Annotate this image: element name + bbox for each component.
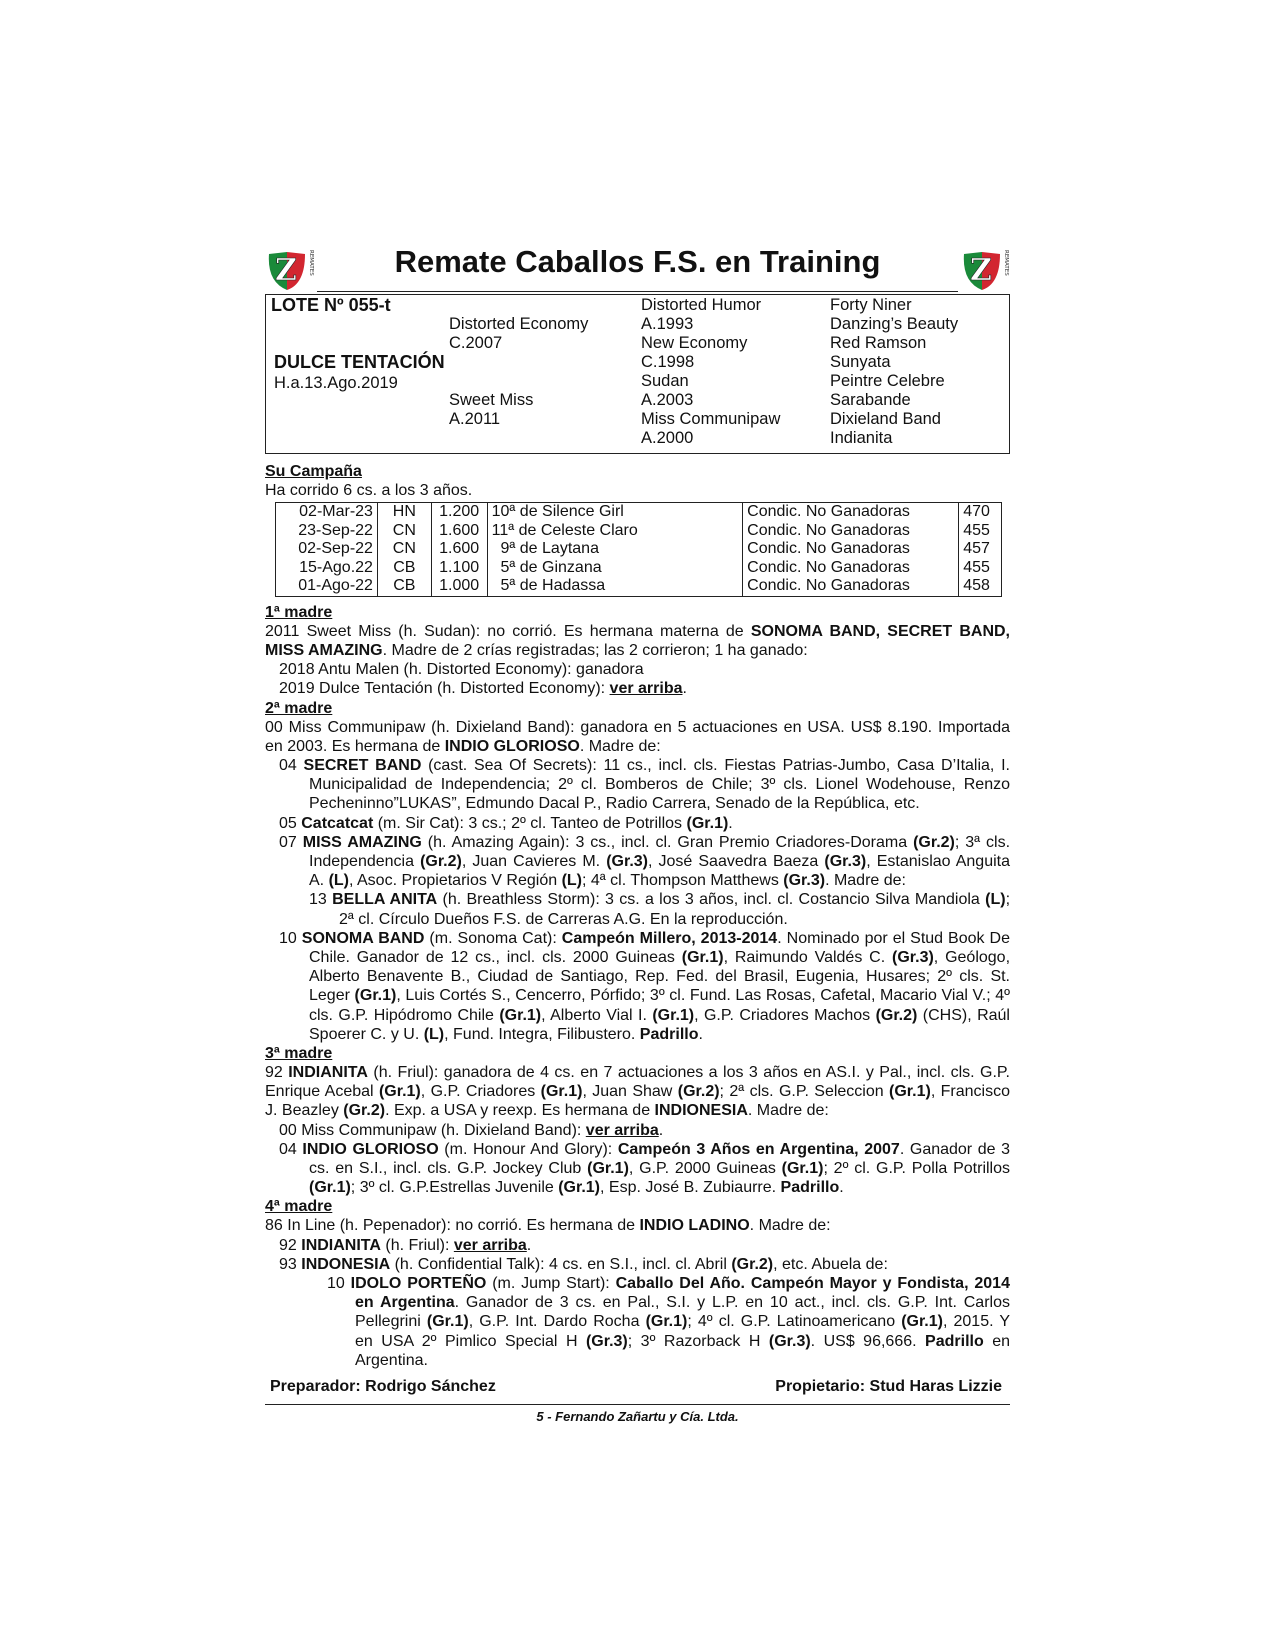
race-condition: Condic. No Ganadoras	[743, 540, 959, 559]
see-above-link[interactable]: ver arriba	[609, 680, 683, 698]
race-distance: 1.100	[431, 559, 487, 578]
race-date: 15-Ago.22	[299, 558, 373, 576]
gen3-entry: A.2003	[641, 391, 694, 409]
race-condition: Condic. No Ganadoras	[743, 577, 959, 596]
second-dam-offspring: 10 SONOMA BAND (m. Sonoma Cat): Campeón Millero, 2013-2014. Nominado por el Stud Book De Chile. Ganador de 12 cs., incl. cls. 2000 Guineas (Gr.1), Raimundo Valdés C. (Gr.3), Geólogo, Alberto Benavente B., Ciudad de Santiago, Rep. Fed. del Brasil, Eugenia, Husares; 2º cls. St. Leger (Gr.1), Luis Cortés S., Cencerro, Pórfido; 3º cl. Fund. Las Rosas, Cafetal, Macario Vial V.; 4º cls. G.P. Hipódromo Chile (Gr.1), Alberto Vial I. (Gr.1), G.P. Criadores Machos (Gr.2) (CHS), Raúl Spoerer C. y U. (L), Fund. Integra, Filibustero. Padrillo.	[279, 929, 1011, 1043]
text-run: 2019 Dulce Tentación (h. Distorted Economy):	[279, 680, 610, 698]
remates-logo-left	[265, 244, 315, 292]
gen3-entry: A.2000	[641, 429, 694, 447]
text-run: . Madre de:	[579, 737, 661, 755]
first-dam-heading: 1ª madre	[265, 603, 333, 621]
race-result: 5ª de Ginzana	[487, 559, 743, 578]
race-track: CN	[377, 522, 431, 541]
gen4-entry: Sunyata	[830, 353, 891, 371]
table-row	[276, 577, 1001, 596]
page-footer: 5 - Fernando Zañartu y Cía. Ltda.	[536, 1409, 739, 1425]
fourth-dam-paragraph: 86 In Line (h. Pepenador): no corrió. Es hermana de INDIO LADINO. Madre de:	[265, 1217, 831, 1235]
gen3-entry: Miss Communipaw	[641, 410, 781, 428]
table-row	[276, 559, 1001, 578]
race-weight: 458	[959, 577, 1001, 596]
race-track: CB	[377, 577, 431, 596]
race-distance: 1.600	[431, 522, 487, 541]
race-track: CB	[377, 559, 431, 578]
pedigree-box	[265, 294, 1010, 454]
race-distance: 1.200	[431, 503, 487, 522]
remates-logo-right	[960, 244, 1010, 292]
catalog-page	[265, 240, 1010, 1424]
dam-year: A.2011	[449, 410, 501, 428]
gen4-entry: Danzing’s Beauty	[830, 315, 959, 333]
race-track: HN	[377, 503, 431, 522]
fourth-dam-offspring: 92 INDIANITA (h. Friul): ver arriba.	[279, 1236, 532, 1254]
second-dam-heading: 2ª madre	[265, 699, 333, 717]
gen4-entry: Red Ramson	[830, 334, 927, 352]
lot-footer	[265, 1378, 1010, 1402]
trainer-label: Preparador: Rodrigo Sánchez	[270, 1378, 496, 1396]
second-dam-offspring: 05 Catcatcat (m. Sir Cat): 3 cs.; 2º cl. Tanteo de Potrillos (Gr.1).	[279, 814, 733, 832]
gen4-entry: Forty Niner	[830, 296, 912, 314]
table-row	[276, 503, 1001, 522]
text-run: 2011 Sweet Miss (h. Sudan): no corrió. Es hermana materna de	[265, 622, 751, 640]
text-run: .	[682, 680, 687, 698]
race-date: 23-Sep-22	[298, 521, 373, 539]
second-dam-offspring: 04 SECRET BAND (cast. Sea Of Secrets): 11 cs., incl. cls. Fiestas Patrias-Jumbo, Casa D’Italia, I. Municipalidad de Independencia; 2º cl. Bomberos de Chile; 3º cls. Lionel Wodehouse, Renzo Pecheninno”LUKAS”, Edmundo Dacal P., Radio Carrera, Senado de la República, etc.	[279, 756, 1010, 813]
race-track: CN	[377, 540, 431, 559]
race-distance: 1.000	[431, 577, 487, 596]
second-dam-offspring: 07 MISS AMAZING (h. Amazing Again): 3 cs., incl. cl. Gran Premio Criadores-Dorama (Gr.2); 3ª cls. Independencia (Gr.2), Juan Cavieres M. (Gr.3), José Saavedra Baeza (Gr.3), Estanislao Anguita A. (L), Asoc. Propietarios V Región (L); 4ª cl. Thompson Matthews (Gr.3). Madre de:	[279, 833, 1011, 890]
first-dam-offspring: 2018 Antu Malen (h. Distorted Economy): ganadora	[279, 661, 644, 679]
race-weight: 470	[959, 503, 1001, 522]
race-condition: Condic. No Ganadoras	[743, 522, 959, 541]
race-weight: 455	[959, 559, 1001, 578]
bold-run: INDIO GLORIOSO	[444, 737, 580, 755]
gen4-entry: Indianita	[830, 429, 893, 447]
gen3-entry: C.1998	[641, 353, 695, 371]
gen4-entry: Peintre Celebre	[830, 372, 945, 390]
page-title: Remate Caballos F.S. en Training	[394, 244, 881, 279]
second-dam-paragraph	[265, 718, 1010, 756]
first-dam-offspring	[279, 679, 1010, 698]
gen3-entry: A.1993	[641, 315, 694, 333]
third-dam-heading: 3ª madre	[265, 1044, 333, 1062]
horse-birth: H.a.13.Ago.2019	[274, 374, 398, 392]
text-run: . Madre de 2 crías registradas; las 2 corrieron; 1 ha ganado:	[382, 641, 808, 659]
see-above-link[interactable]: ver arriba	[453, 1236, 527, 1254]
race-distance: 1.600	[431, 540, 487, 559]
gen3-entry: New Economy	[641, 334, 748, 352]
sire-year: C.2007	[449, 334, 503, 352]
sire-name: Distorted Economy	[449, 315, 589, 333]
table-row	[276, 540, 1001, 559]
fourth-dam-heading: 4ª madre	[265, 1198, 333, 1216]
third-dam-offspring: 04 INDIO GLORIOSO (m. Honour And Glory): Campeón 3 Años en Argentina, 2007. Ganador de 3 cs. en S.I., incl. cls. G.P. Jockey Club (Gr.1), G.P. 2000 Guineas (Gr.1); 2º cl. G.P. Polla Potrillos (Gr.1); 3º cl. G.P.Estrellas Juvenile (Gr.1), Esp. José B. Zubiaurre. Padrillo.	[279, 1140, 1011, 1197]
race-weight: 457	[959, 540, 1001, 559]
race-record-table	[275, 502, 1002, 597]
third-dam-offspring: 00 Miss Communipaw (h. Dixieland Band): ver arriba.	[279, 1121, 664, 1139]
footer-rule	[265, 1404, 1010, 1405]
granddam-offspring: 13 BELLA ANITA (h. Breathless Storm): 3 cs. a los 3 años, incl. cl. Costancio Silva Mandiola (L); 2ª cl. Círculo Dueños F.S. de Carreras A.G. En la reproducción.	[309, 891, 1011, 928]
svg-text:Z: Z	[970, 253, 992, 288]
table-row	[276, 522, 1001, 541]
race-result: 5ª de Hadassa	[487, 577, 743, 596]
svg-text:Z: Z	[275, 253, 297, 288]
campaign-heading: Su Campaña	[265, 463, 362, 480]
dam-name: Sweet Miss	[449, 391, 534, 409]
fourth-dam-offspring: 93 INDONESIA (h. Confidential Talk): 4 cs. en S.I., incl. cl. Abril (Gr.2), etc. Abuela de:	[279, 1255, 888, 1273]
granddam-offspring: 10 IDOLO PORTEÑO (m. Jump Start): Caballo Del Año. Campeón Mayor y Fondista, 2014 en Argentina. Ganador de 3 cs. en Pal., S.I. y L.P. en 10 act., incl. cls. G.P. Int. Carlos Pellegrini (Gr.1), G.P. Int. Dardo Rocha (Gr.1); 4º cl. G.P. Latinoamericano (Gr.1), 2015. Y en USA 2º Pimlico Special H (Gr.3); 3º Razorback H (Gr.3). US$ 96,666. Padrillo en Argentina.	[327, 1275, 1011, 1369]
svg-text:REMATES: REMATES	[1003, 250, 1009, 276]
first-dam-paragraph	[265, 622, 1010, 660]
bold-run: SONOMA BAND, SECRET BAND, MISS AMAZING	[265, 622, 1011, 659]
see-above-link[interactable]: ver arriba	[585, 1121, 659, 1139]
race-date: 02-Mar-23	[299, 503, 373, 521]
header-rule	[317, 291, 958, 292]
owner-label: Propietario: Stud Haras Lizzie	[775, 1378, 1002, 1396]
lot-number: LOTE Nº 055-t	[271, 295, 391, 315]
race-condition: Condic. No Ganadoras	[743, 559, 959, 578]
race-weight: 455	[959, 522, 1001, 541]
race-date: 02-Sep-22	[298, 540, 373, 558]
gen4-entry: Dixieland Band	[830, 410, 941, 428]
race-date: 01-Ago-22	[298, 577, 373, 595]
race-result: 10ª de Silence Girl	[487, 503, 743, 522]
page-header	[265, 240, 1010, 292]
campaign-summary: Ha corrido 6 cs. a los 3 años.	[265, 482, 473, 499]
svg-text:REMATES: REMATES	[308, 250, 314, 276]
gen4-entry: Sarabande	[830, 391, 911, 409]
race-result: 9ª de Laytana	[487, 540, 743, 559]
third-dam-paragraph: 92 INDIANITA (h. Friul): ganadora de 4 cs. en 7 actuaciones a los 3 años en AS.I. y Pal., incl. cls. G.P. Enrique Acebal (Gr.1), G.P. Criadores (Gr.1), Juan Shaw (Gr.2); 2ª cls. G.P. Seleccion (Gr.1), Francisco J. Beazley (Gr.2). Exp. a USA y reexp. Es hermana de INDIONESIA. Madre de:	[265, 1063, 1011, 1120]
gen3-entry: Sudan	[641, 372, 689, 390]
text-run: 00 Miss Communipaw (h. Dixieland Band): ganadora en 5 actuaciones en USA. US$ 8.190. Importada en 2003. Es hermana de	[265, 718, 1010, 755]
race-condition: Condic. No Ganadoras	[743, 503, 959, 522]
gen3-entry: Distorted Humor	[641, 296, 762, 314]
race-result: 11ª de Celeste Claro	[487, 522, 743, 541]
horse-name: DULCE TENTACIÓN	[274, 352, 445, 372]
